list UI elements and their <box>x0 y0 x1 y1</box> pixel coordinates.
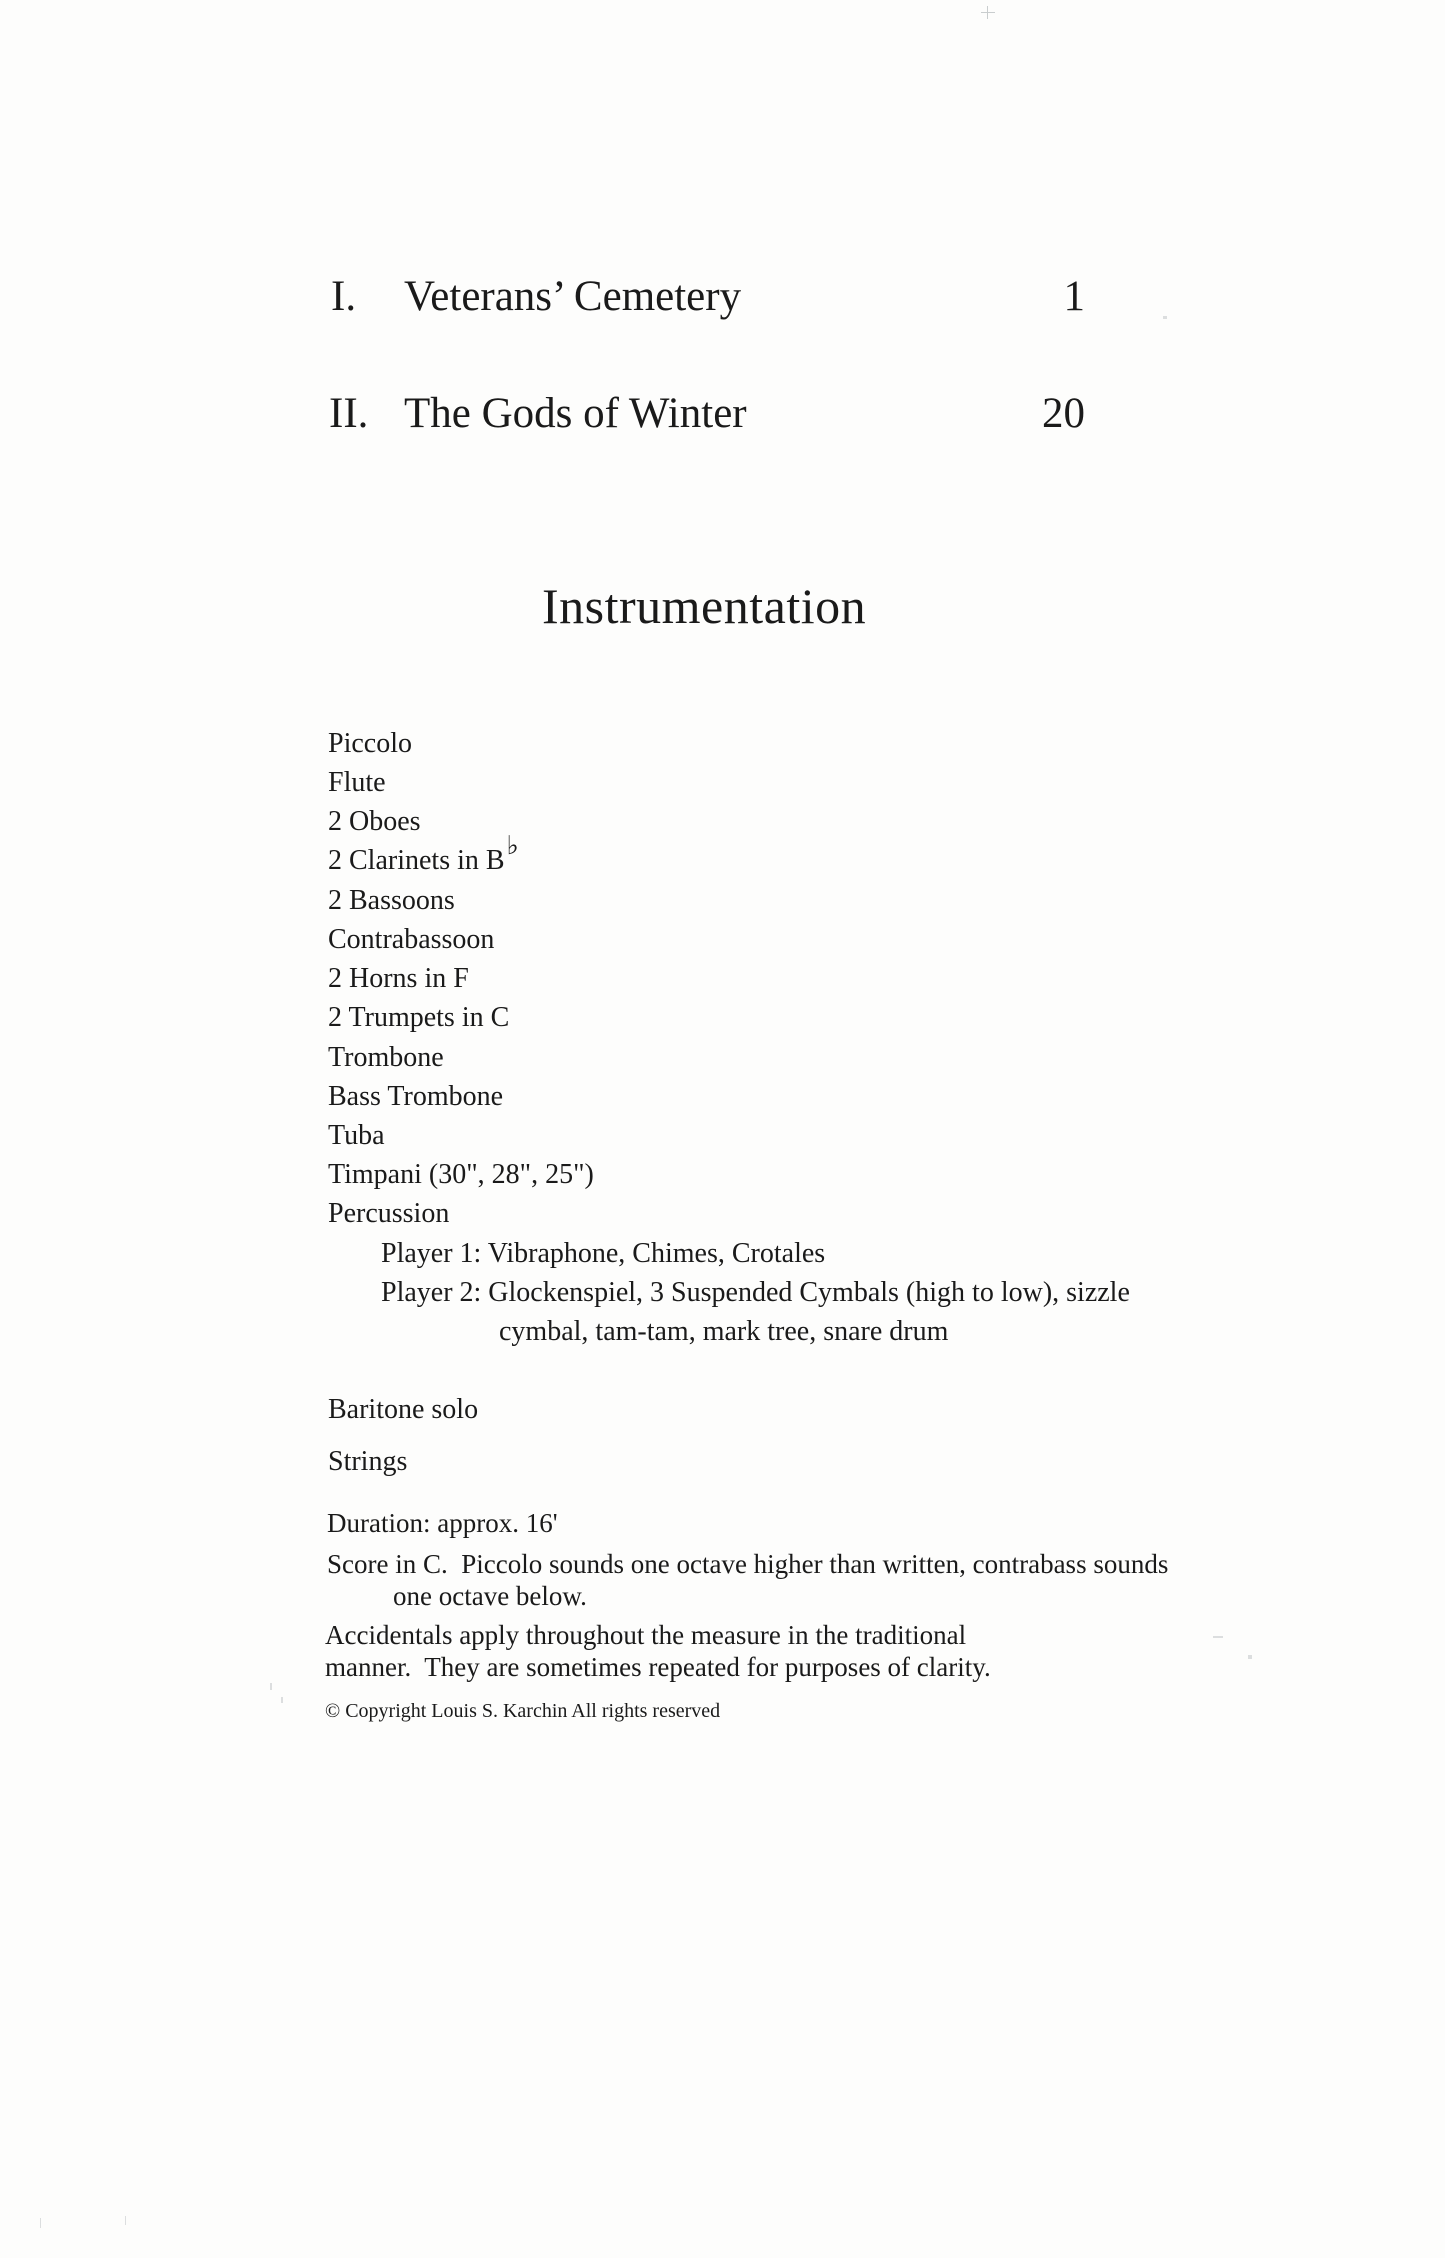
score-note-line: one octave below. <box>393 1581 587 1611</box>
toc-title: The Gods of Winter <box>404 390 747 437</box>
instrument-item: Bass Trombone <box>328 1081 504 1112</box>
instrument-item: Trombone <box>328 1042 444 1073</box>
instrument-item: Tuba <box>328 1120 385 1151</box>
instrument-item: Percussion <box>328 1198 450 1229</box>
accidentals-note-line: manner. They are sometimes repeated for purposes of clarity. <box>325 1652 991 1682</box>
toc-numeral: II. <box>329 390 369 437</box>
instrument-item <box>328 831 519 876</box>
instrument-item: Timpani (30", 28", 25") <box>328 1159 594 1190</box>
instrument-item-label: 2 Clarinets in B <box>328 845 505 876</box>
percussion-player-line: Player 1: Vibraphone, Chimes, Crotales <box>381 1238 826 1269</box>
instrument-item: 2 Trumpets in C <box>328 1002 510 1033</box>
instrument-item: Contrabassoon <box>328 924 495 955</box>
accidentals-note-line: Accidentals apply throughout the measure in the traditional <box>325 1620 967 1650</box>
flat-symbol: ♭ <box>506 831 519 861</box>
instrument-item: 2 Horns in F <box>328 963 469 994</box>
scan-artifact <box>125 2216 126 2225</box>
instrument-item: 2 Bassoons <box>328 885 455 916</box>
instrument-item: 2 Oboes <box>328 806 421 837</box>
instrument-item: Flute <box>328 767 386 798</box>
page-title: Instrumentation <box>542 578 867 634</box>
scan-artifact <box>981 12 995 13</box>
scan-artifact <box>1248 1655 1252 1659</box>
score-note-line: Score in C. Piccolo sounds one octave higher than written, contrabass sounds <box>327 1549 1169 1579</box>
percussion-wrap-line: cymbal, tam-tam, mark tree, snare drum <box>499 1316 949 1347</box>
copyright-line: © Copyright Louis S. Karchin All rights reserved <box>325 1700 721 1722</box>
scan-artifact <box>281 1697 283 1703</box>
duration-line: Duration: approx. 16' <box>327 1508 558 1538</box>
percussion-player-line: Player 2: Glockenspiel, 3 Suspended Cymbals (high to low), sizzle <box>381 1277 1130 1308</box>
instrument-item: Piccolo <box>328 728 412 759</box>
toc-page-number: 1 <box>1063 273 1085 320</box>
scan-artifact <box>987 6 988 19</box>
toc-numeral: I. <box>331 273 357 320</box>
scan-artifact <box>1163 316 1167 319</box>
scan-artifact <box>270 1683 272 1690</box>
scan-artifact <box>1213 1636 1223 1638</box>
toc-title: Veterans’ Cemetery <box>404 273 742 320</box>
strings-line: Strings <box>328 1446 408 1477</box>
baritone-line: Baritone solo <box>328 1394 479 1425</box>
scan-artifact <box>40 2218 41 2228</box>
toc-page-number: 20 <box>1042 390 1085 437</box>
